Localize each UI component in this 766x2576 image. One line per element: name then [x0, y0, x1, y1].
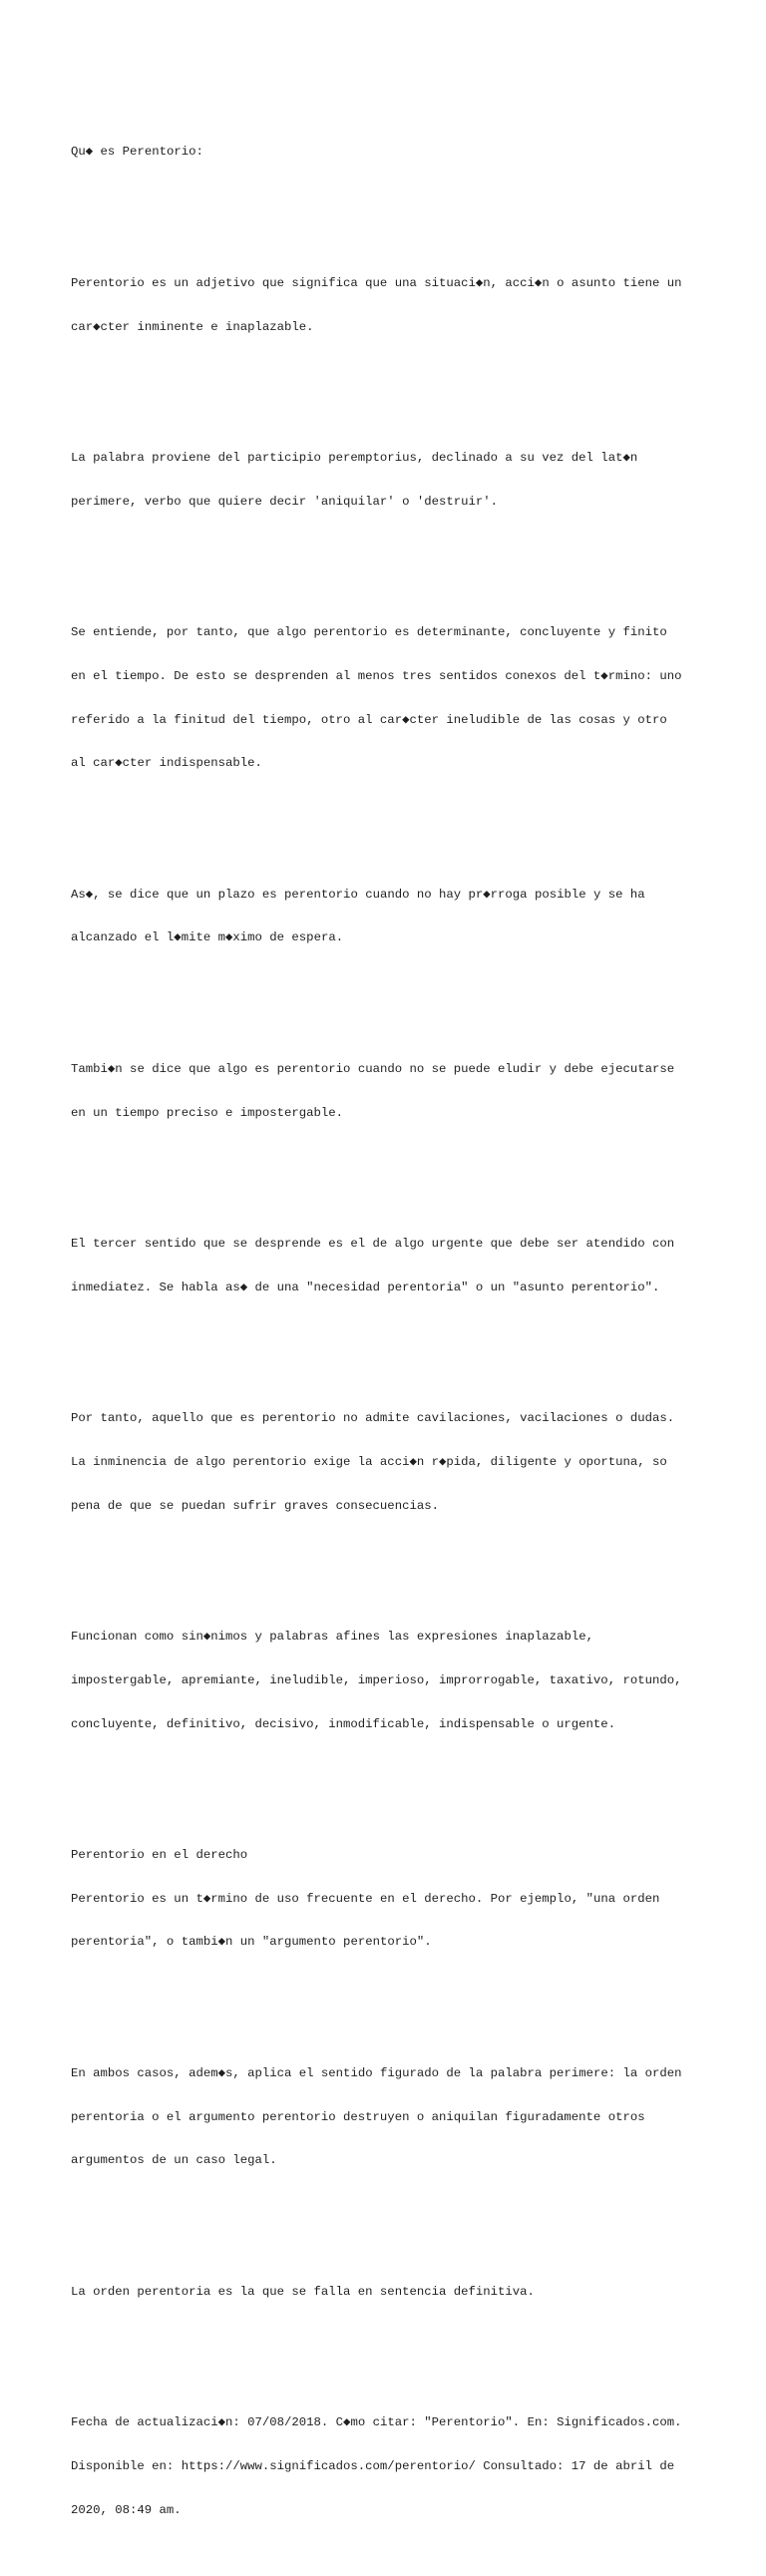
text-line: referido a la finitud del tiempo, otro al car◆cter ineludible de las cosas y otro — [71, 712, 667, 727]
text-line: El tercer sentido que se desprende es el de algo urgente que debe ser atendido con — [71, 1236, 675, 1251]
text-line: As◆, se dice que un plazo es perentorio cuando no hay pr◆rroga posible y se ha — [71, 887, 645, 902]
text-line: La inminencia de algo perentorio exige la acci◆n r◆pida, diligente y oportuna, so — [71, 1454, 667, 1469]
document-heading — [71, 116, 709, 188]
text-line: Disponible en: https://www.significados.com/perentorio/ Consultado: 17 de abril de — [71, 2458, 675, 2473]
text-line: La palabra proviene del participio peremptorius, declinado a su vez del lat◆n — [71, 450, 638, 465]
text-line: Qu◆ es Perentorio: — [71, 145, 203, 160]
text-line: perimere, verbo que quiere decir 'aniquilar' o 'destruir'. — [71, 494, 499, 509]
document-page — [71, 87, 709, 2576]
paragraph-definition — [71, 247, 709, 364]
paragraph-etymology — [71, 422, 709, 539]
paragraph-figurative — [71, 2037, 709, 2198]
text-line: pena de que se puedan sufrir graves consecuencias. — [71, 1498, 439, 1513]
paragraph-law — [71, 1819, 709, 1980]
text-line: 2020, 08:49 am. — [71, 2502, 182, 2517]
section-heading: Perentorio en el derecho — [71, 1847, 248, 1862]
text-line: car◆cter inminente e inaplazable. — [71, 319, 314, 334]
text-line: Funcionan como sin◆nimos y palabras afines las expresiones inaplazable, — [71, 1629, 593, 1644]
text-line: Perentorio es un adjetivo que significa que una situaci◆n, acci◆n o asunto tiene un — [71, 275, 682, 290]
text-line: alcanzado el l◆mite m◆ximo de espera. — [71, 930, 344, 945]
text-line: inmediatez. Se habla as◆ de una "necesidad perentoria" o un "asunto perentorio". — [71, 1280, 660, 1294]
text-line: Fecha de actualizaci◆n: 07/08/2018. C◆mo citar: "Perentorio". En: Significados.com. — [71, 2415, 682, 2429]
text-line: en un tiempo preciso e impostergable. — [71, 1105, 344, 1120]
text-line: argumentos de un caso legal. — [71, 2153, 277, 2168]
paragraph-senses — [71, 596, 709, 800]
citation — [71, 2387, 709, 2547]
text-line: perentoria", o tambi◆n un "argumento perentorio". — [71, 1935, 432, 1950]
paragraph-synonyms — [71, 1601, 709, 1761]
paragraph-unavoidable — [71, 1033, 709, 1150]
text-line: en el tiempo. De esto se desprenden al menos tres sentidos conexos del t◆rmino: uno — [71, 668, 682, 683]
text-line: al car◆cter indispensable. — [71, 756, 262, 771]
paragraph-no-doubts — [71, 1382, 709, 1543]
paragraph-deadline — [71, 858, 709, 974]
text-line: En ambos casos, adem◆s, aplica el sentido figurado de la palabra perimere: la orden — [71, 2065, 682, 2080]
text-line: Por tanto, aquello que es perentorio no admite cavilaciones, vacilaciones o dudas. — [71, 1411, 675, 1426]
text-line: Tambi◆n se dice que algo es perentorio cuando no se puede eludir y debe ejecutarse — [71, 1061, 675, 1076]
text-line: Perentorio es un t◆rmino de uso frecuente en el derecho. Por ejemplo, "una orden — [71, 1891, 660, 1906]
text-line: Se entiende, por tanto, que algo perentorio es determinante, concluyente y finito — [71, 624, 667, 639]
paragraph-order — [71, 2255, 709, 2328]
text-line: concluyente, definitivo, decisivo, inmodificable, indispensable o urgente. — [71, 1716, 616, 1731]
text-line: perentoria o el argumento perentorio destruyen o aniquilan figuradamente otros — [71, 2109, 645, 2124]
text-line: La orden perentoria es la que se falla en sentencia definitiva. — [71, 2284, 535, 2299]
paragraph-urgent — [71, 1208, 709, 1324]
text-line: impostergable, apremiante, ineludible, imperioso, improrrogable, taxativo, rotundo, — [71, 1672, 682, 1687]
